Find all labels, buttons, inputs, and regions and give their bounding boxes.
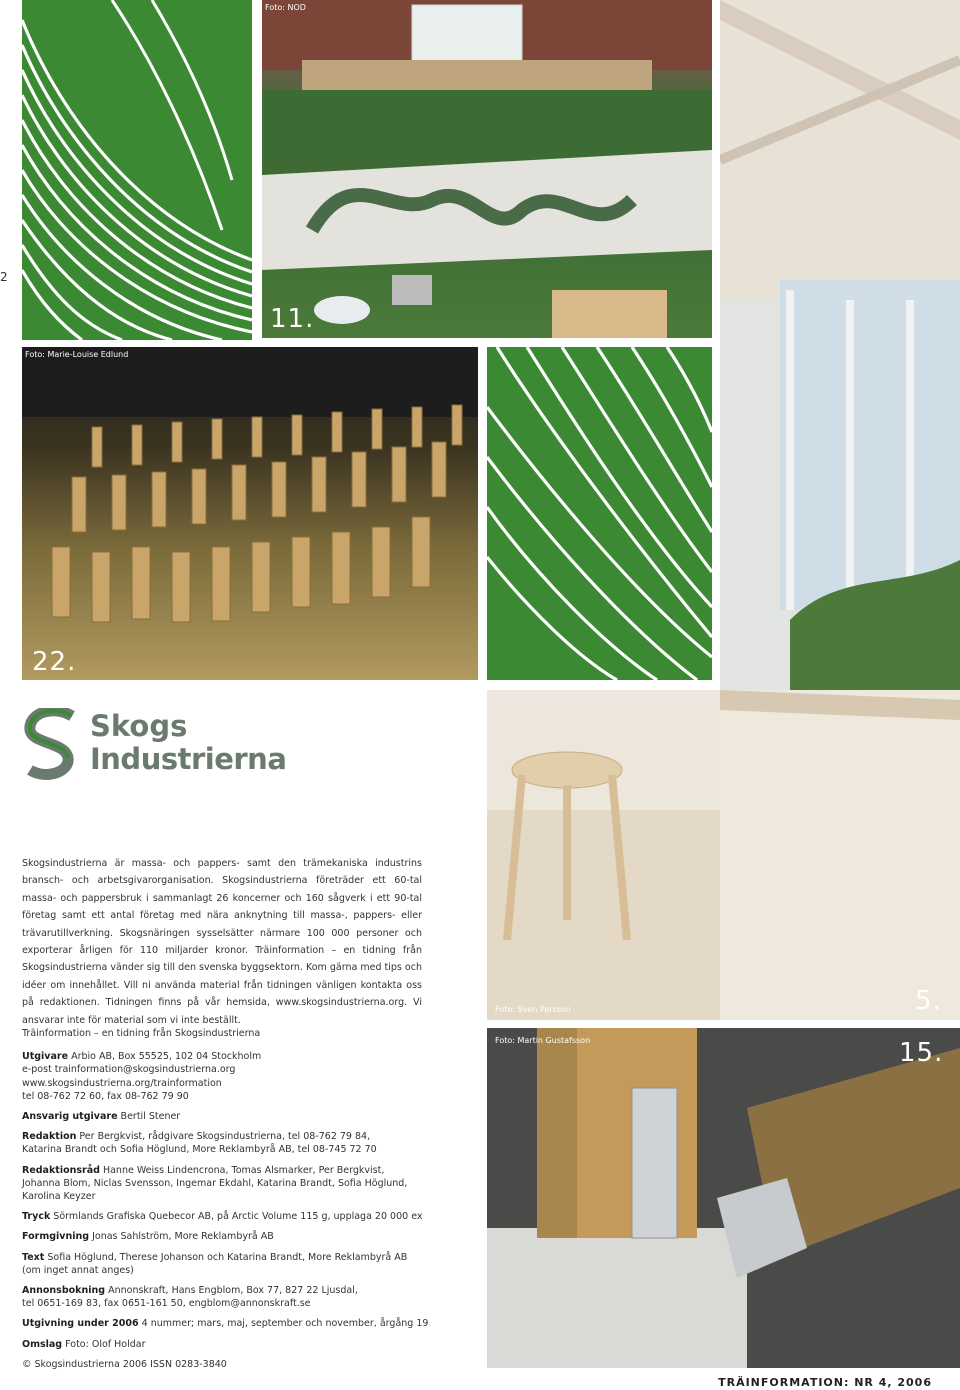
photo-credit-interior: Foto: Sven Persson	[495, 1005, 571, 1014]
green-stripes-graphic-top-left	[22, 0, 252, 340]
tryck-label: Tryck	[22, 1211, 51, 1223]
redaktionsrad-label: Redaktionsråd	[22, 1164, 100, 1176]
colophon-utgivning	[22, 1317, 462, 1330]
utgivning-label: Utgivning under 2006	[22, 1318, 139, 1330]
garden-photo	[262, 0, 712, 338]
colophon-copyright: © Skogsindustrierna 2006 ISSN 0283-3840	[22, 1358, 227, 1370]
photo-number-garden: 11.	[270, 304, 315, 334]
photo-credit-post: Foto: Martin Gustafsson	[495, 1036, 591, 1045]
colophon	[22, 1027, 462, 1378]
redaktion-text-2: Katarina Brandt och Sofia Höglund, More Reklambyrå AB, tel 08-745 72 70	[22, 1144, 377, 1156]
annons-text-1: Annonskraft, Hans Engblom, Box 77, 827 22 Ljusdal,	[108, 1285, 358, 1297]
redaktion-label: Redaktion	[22, 1131, 77, 1143]
colophon-annonsbokning	[22, 1284, 462, 1310]
colophon-text	[22, 1251, 462, 1277]
photo-credit-garden: Foto: NOD	[265, 3, 306, 12]
redaktionsrad-text-3: Karolina Keyzer	[22, 1191, 96, 1203]
colophon-tryck	[22, 1210, 462, 1223]
logo-line-2: Industrierna	[90, 742, 287, 776]
utgivare-label: Utgivare	[22, 1051, 69, 1063]
colophon-formgivning	[22, 1230, 462, 1243]
skogsindustrierna-logo-icon	[22, 708, 82, 780]
post-photo	[487, 1028, 960, 1368]
ansvarig-label: Ansvarig utgivare	[22, 1111, 118, 1123]
utgivare-text: Arbio AB, Box 55525, 102 04 Stockholm	[71, 1051, 262, 1063]
text-label: Text	[22, 1251, 45, 1263]
omslag-label: Omslag	[22, 1338, 63, 1350]
utgivare-tel: tel 08-762 72 60, fax 08-762 79 90	[22, 1090, 189, 1102]
formgivning-label: Formgivning	[22, 1231, 90, 1243]
redaktionsrad-text-1: Hanne Weiss Lindencrona, Tomas Alsmarker, Per Bergkvist,	[102, 1164, 385, 1176]
annons-text-2: tel 0651-169 83, fax 0651-161 50, engblom@annonskraft.se	[22, 1298, 311, 1310]
formgivning-text: Jonas Sahlström, More Reklambyrå AB	[92, 1231, 274, 1243]
ansvarig-text: Bertil Stener	[120, 1111, 181, 1123]
green-stripes-graphic-middle	[487, 347, 712, 680]
colophon-redaktion	[22, 1130, 462, 1156]
redaktion-text-1: Per Bergkvist, rådgivare Skogsindustrierna, tel 08-762 79 84,	[79, 1131, 371, 1143]
colophon-utgivare	[22, 1050, 462, 1103]
omslag-text: Foto: Olof Holdar	[65, 1338, 146, 1350]
colophon-redaktionsrad	[22, 1164, 462, 1204]
photo-number-stakes: 22.	[32, 647, 77, 677]
colophon-tagline: Träinformation – en tidning från Skogsindustrierna	[22, 1028, 261, 1039]
photo-credit-stakes: Foto: Marie-Louise Edlund	[25, 350, 129, 359]
photo-number-post: 15.	[899, 1038, 944, 1068]
utgivare-web: www.skogsindustrierna.org/trainformation	[22, 1077, 222, 1089]
text-text-1: Sofia Höglund, Therese Johanson och Katarina Brandt, More Reklambyrå AB	[47, 1251, 408, 1263]
tryck-text: Sörmlands Grafiska Quebecor AB, på Arctic Volume 115 g, upplaga 20 000 ex	[53, 1211, 423, 1223]
colophon-ansvarig	[22, 1110, 462, 1123]
page-number: 2	[0, 270, 8, 284]
stakes-photo	[22, 347, 478, 680]
redaktionsrad-text-2: Johanna Blom, Niclas Svensson, Ingemar Ekdahl, Katarina Brandt, Sofia Höglund,	[22, 1177, 408, 1189]
logo-line-1: Skogs	[90, 709, 188, 743]
utgivning-text: 4 nummer; mars, maj, september och november, årgång 19	[141, 1318, 429, 1330]
text-text-2: (om inget annat anges)	[22, 1264, 134, 1276]
annons-label: Annonsbokning	[22, 1285, 106, 1297]
utgivare-email: e-post trainformation@skogsindustrierna.org	[22, 1064, 236, 1076]
interior-photo	[720, 0, 960, 1020]
colophon-omslag	[22, 1338, 462, 1351]
page-footer: TRÄINFORMATION: NR 4, 2006	[718, 1376, 932, 1389]
photo-number-interior: 5.	[915, 986, 942, 1016]
interior-photo-lower	[487, 690, 720, 1020]
intro-paragraph: Skogsindustrierna är massa- och pappers- samt den trämekaniska industrins bransch- och arbetsgivarorganisation. Skogsindustrierna företräder ett 60-tal massa- och pappersbruk i sammanlagt 26 koncerner och 160 sågverk i ett 90-tal företag samt ett antal företag med nära anknytning till massa-, pappers- eller trävarutillverkning. Skogsnäringen sysselsätter närmare 100 000 personer och exporterar årligen för 110 miljarder kronor. Träinformation – en tidning från Skogsindustrierna vänder sig till den svenska byggsektorn. Kom gärna med tips och idéer om innehållet. Vill ni använda material från tidningen vänligen kontakta oss på redaktionen. Tidningen finns på vår hemsida, www.skogsindustrierna.org. Vi ansvarar inte för material som vi inte beställt.	[22, 858, 422, 1026]
